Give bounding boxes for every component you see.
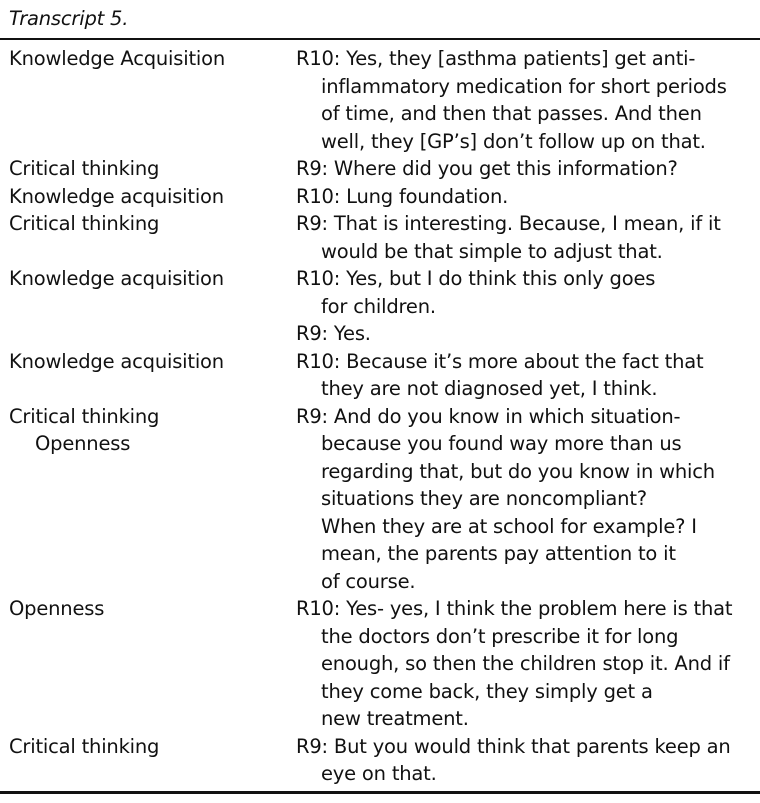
utterance-line: R9: Yes. <box>296 322 371 345</box>
code-label: Critical thinking <box>9 157 160 180</box>
utterance-line: enough, so then the children stop it. And if <box>321 652 730 675</box>
utterance-line: R9: And do you know in which situation- <box>296 404 681 428</box>
utterance-line: well, they [GP’s] don’t follow up on that. <box>321 129 706 153</box>
table-row <box>0 210 760 265</box>
transcript-table <box>0 45 760 788</box>
bottom-rule <box>0 791 760 794</box>
utterance-line: the doctors don’t prescribe it for long <box>321 624 679 648</box>
utterance-line: R9: Where did you get this information? <box>296 157 678 180</box>
utterance-cell <box>296 183 760 211</box>
utterance-line: R10: Yes- yes, I think the problem here is that <box>296 597 733 620</box>
code-label: Openness <box>35 432 131 455</box>
utterance-line: regarding that, but do you know in which <box>321 459 715 483</box>
utterance-line: R9: That is interesting. Because, I mean, if it <box>296 212 721 235</box>
code-cell <box>0 155 296 183</box>
code-cell <box>0 210 296 238</box>
utterance-line: situations they are noncompliant? <box>321 487 647 510</box>
code-cell <box>0 595 296 623</box>
code-cell <box>0 733 296 761</box>
utterance-cell <box>296 265 760 320</box>
utterance-line: When they are at school for example? I <box>321 514 697 538</box>
utterance-line: of time, and then that passes. And then <box>321 102 702 125</box>
table-row <box>0 265 760 320</box>
code-label: Critical thinking <box>9 212 160 235</box>
table-row <box>0 403 760 596</box>
code-label: Knowledge Acquisition <box>9 47 225 70</box>
utterance-line: of course. <box>321 569 416 593</box>
table-row <box>0 348 760 403</box>
table-row <box>0 595 760 733</box>
utterance-line: mean, the parents pay attention to it <box>321 542 676 565</box>
table-row <box>0 183 760 211</box>
utterance-line: R10: Lung foundation. <box>296 184 509 208</box>
utterance-cell <box>296 348 760 403</box>
utterance-line: eye on that. <box>321 762 437 785</box>
utterance-cell <box>296 320 760 348</box>
utterance-line: they come back, they simply get a <box>321 679 653 703</box>
code-cell <box>0 45 296 73</box>
utterance-line: R9: But you would think that parents keep an <box>296 734 731 758</box>
utterance-line: for children. <box>321 294 436 318</box>
top-rule <box>0 38 760 40</box>
code-label: Critical thinking <box>9 404 160 428</box>
code-label: Knowledge acquisition <box>9 349 224 373</box>
code-cell <box>0 348 296 376</box>
utterance-cell <box>296 155 760 183</box>
utterance-line: new treatment. <box>321 707 469 730</box>
utterance-line: they are not diagnosed yet, I think. <box>321 377 658 400</box>
table-caption: Transcript 5. <box>9 7 129 30</box>
table-row <box>0 45 760 155</box>
code-label: Critical thinking <box>9 734 160 758</box>
utterance-cell <box>296 210 760 265</box>
table-row <box>0 155 760 183</box>
utterance-cell <box>296 45 760 155</box>
code-cell <box>0 265 296 293</box>
table-row <box>0 320 760 348</box>
utterance-cell <box>296 733 760 788</box>
utterance-line: R10: Because it’s more about the fact that <box>296 349 704 373</box>
code-label: Openness <box>9 597 105 620</box>
code-label: Knowledge acquisition <box>9 267 224 290</box>
utterance-line: would be that simple to adjust that. <box>321 239 663 263</box>
code-label: Knowledge acquisition <box>9 184 224 208</box>
utterance-line: R10: Yes, but I do think this only goes <box>296 267 656 290</box>
utterance-cell <box>296 403 760 596</box>
code-cell <box>0 183 296 211</box>
code-cell <box>0 403 296 458</box>
utterance-line: R10: Yes, they [asthma patients] get anti- <box>296 47 696 70</box>
utterance-line: inflammatory medication for short periods <box>321 74 727 98</box>
table-row <box>0 733 760 788</box>
utterance-line: because you found way more than us <box>321 432 682 455</box>
utterance-cell <box>296 595 760 733</box>
